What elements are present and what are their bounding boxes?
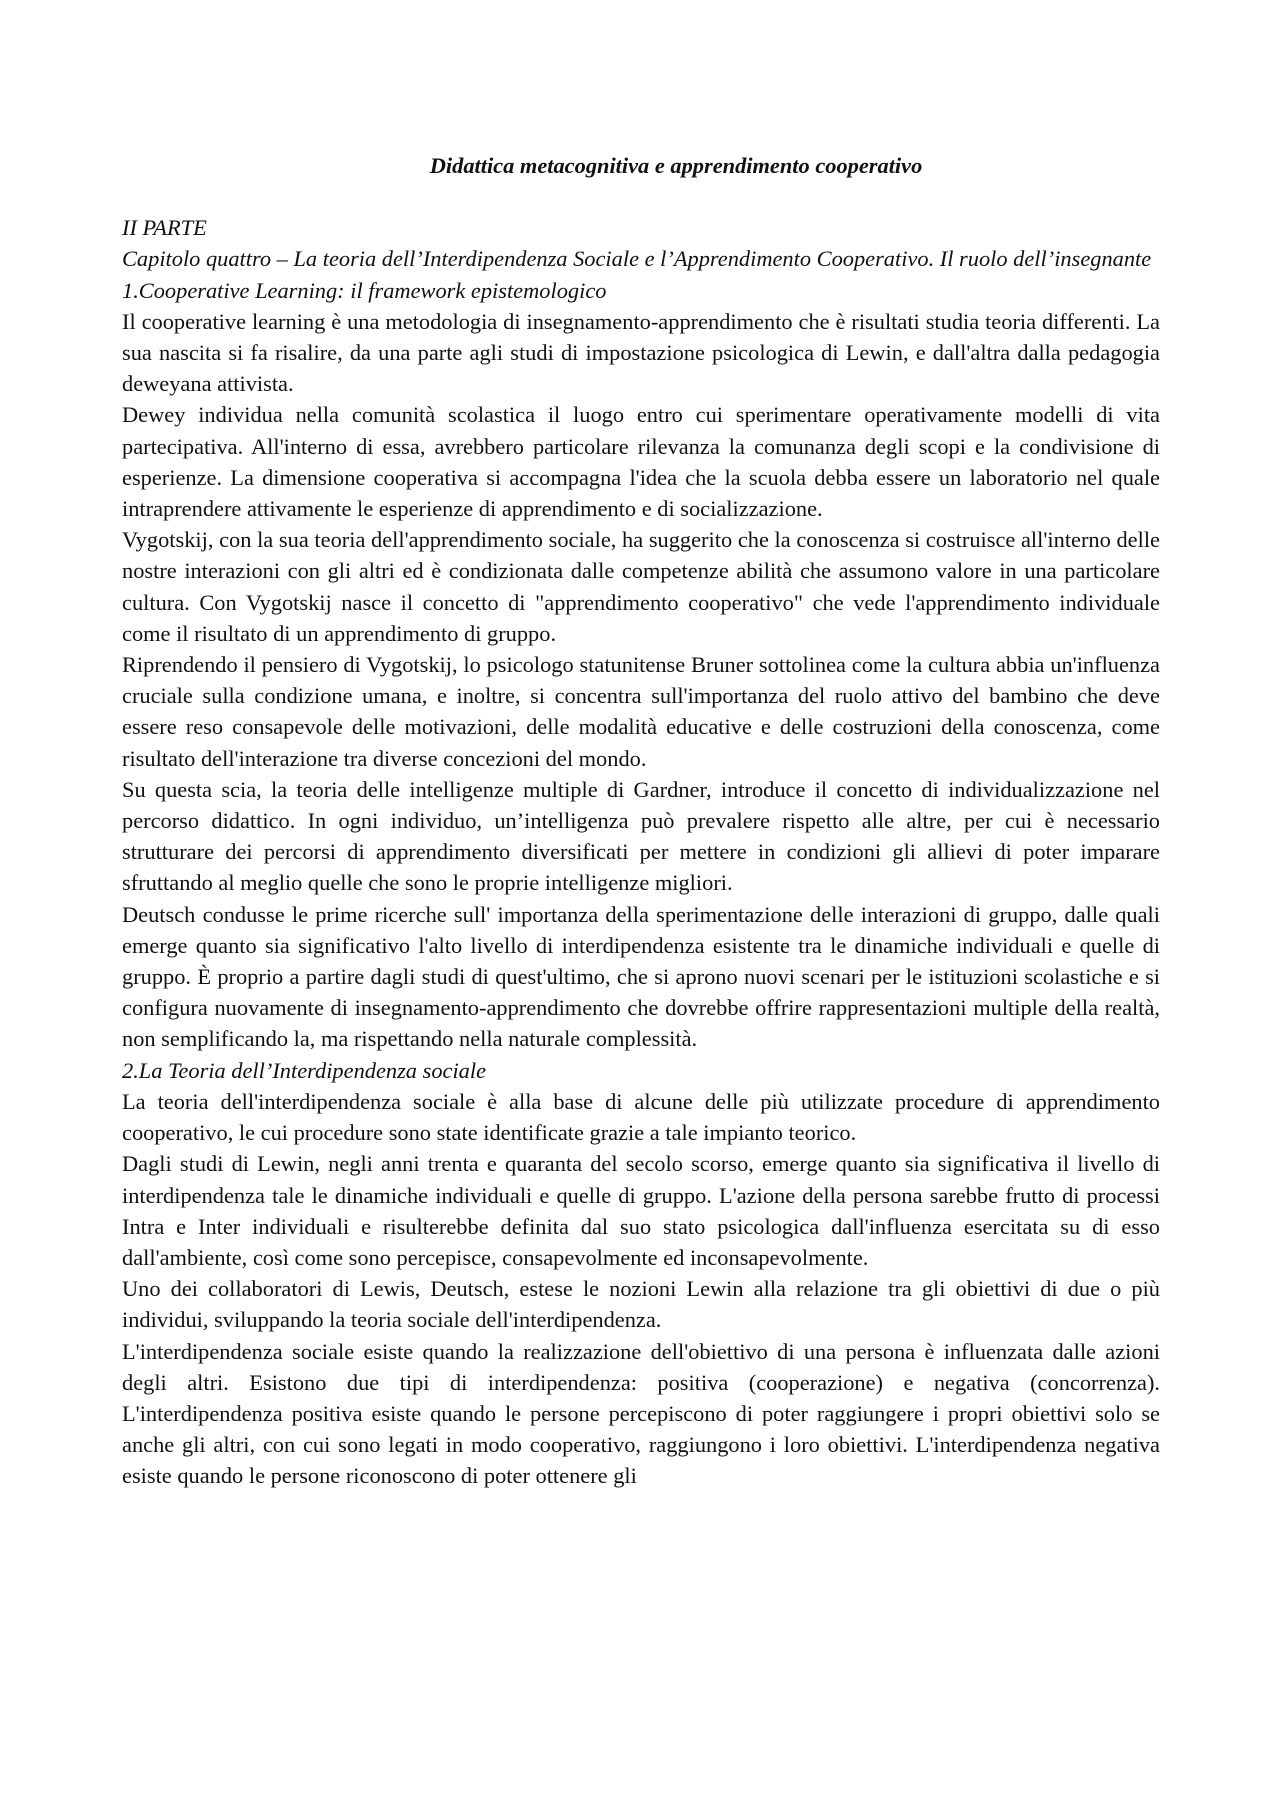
- paragraph: L'interdipendenza sociale esiste quando la realizzazione dell'obiettivo di una persona è influenzata dalle azioni degli altri. Esistono due tipi di interdipendenza: positiva (cooperazione) e negativa (concorrenza). L'interdipendenza positiva esiste quando le persone percepiscono di poter raggiungere i propri obiettivi solo se anche gli altri, con cui sono legati in modo cooperativo, raggiungono i loro obiettivi. L'interdipendenza negativa esiste quando le persone riconoscono di poter ottenere gli: [122, 1338, 1160, 1489]
- paragraph: Riprendendo il pensiero di Vygotskij, lo psicologo statunitense Bruner sottolinea come la cultura abbia un'influenza cruciale sulla condizione umana, e inoltre, si concentra sull'importanza del ruolo attivo del bambino che deve essere reso consapevole delle motivazioni, delle modalità educative e delle costruzioni della conoscenza, come risultato dell'interazione tra diverse concezioni del mondo.: [122, 652, 1160, 771]
- paragraph: Uno dei collaboratori di Lewis, Deutsch, estese le nozioni Lewin alla relazione tra gli obiettivi di due o più individui, sviluppando la teoria sociale dell'interdipendenza.: [122, 1276, 1160, 1333]
- paragraph: Su questa scia, la teoria delle intelligenze multiple di Gardner, introduce il concetto di individualizzazione nel percorso didattico. In ogni individuo, un’intelligenza può prevalere rispetto alle altre, per cui è necessario strutturare dei percorsi di apprendimento diversificati per mettere in condizioni gli allievi di poter imparare sfruttando al meglio quelle che sono le proprie intelligenze migliori.: [122, 776, 1160, 896]
- paragraph: Dewey individua nella comunità scolastica il luogo entro cui sperimentare operativamente modelli di vita partecipativa. All'interno di essa, avrebbero particolare rilevanza la comunanza degli scopi e la condivisione di esperienze. La dimensione cooperativa si accompagna l'idea che la scuola debba essere un laboratorio nel quale intraprendere attivamente le esperienze di apprendimento e di socializzazione.: [122, 402, 1160, 522]
- section-2-heading: 2.La Teoria dell’Interdipendenza sociale: [122, 1057, 487, 1083]
- paragraph: Vygotskij, con la sua teoria dell'apprendimento sociale, ha suggerito che la conoscenza si costruisce all'interno delle nostre interazioni con gli altri ed è condizionata dalle competenze abilità che assumono valore in una particolare cultura. Con Vygotskij nasce il concetto di "apprendimento cooperativo" che vede l'apprendimento individuale come il risultato di un apprendimento di gruppo.: [122, 527, 1160, 646]
- paragraph: Il cooperative learning è una metodologia di insegnamento-apprendimento che è risultati studia teoria differenti. La sua nascita si fa risalire, da una parte agli studi di impostazione psicologica di Lewin, e dall'altra dalla pedagogia deweyana attivista.: [122, 308, 1160, 397]
- section-1-heading: 1.Cooperative Learning: il framework epistemologico: [122, 277, 607, 303]
- paragraph: Dagli studi di Lewin, negli anni trenta e quaranta del secolo scorso, emerge quanto sia significativa il livello di interdipendenza tale le dinamiche individuali e quelle di gruppo. L'azione della persona sarebbe frutto di processi Intra e Inter individuali e risulterebbe definita dal suo stato psicologica dall'influenza esercitata su di esso dall'ambiente, così come sono percepisce, consapevolmente ed inconsapevolmente.: [122, 1151, 1160, 1270]
- document-title: Didattica metacognitiva e apprendimento cooperativo: [429, 153, 923, 178]
- paragraph: Deutsch condusse le prime ricerche sull' importanza della sperimentazione delle interazioni di gruppo, dalle quali emerge quanto sia significativo l'alto livello di interdipendenza esistente tra le dinamiche individuali e quelle di gruppo. È proprio a partire dagli studi di quest'ultimo, che si aprono nuovi scenari per le istituzioni scolastiche e si configura nuovamente di insegnamento-apprendimento che dovrebbe offrire rappresentazioni multiple della realtà, non semplificando la, ma rispettando nella naturale complessità.: [122, 901, 1160, 1052]
- chapter-heading: Capitolo quattro – La teoria dell’Interdipendenza Sociale e l’Apprendimento Cooperativo. Il ruolo dell’insegnante: [122, 246, 1152, 272]
- part-heading: II PARTE: [122, 215, 207, 241]
- document-page: [122, 150, 1160, 1492]
- paragraph: La teoria dell'interdipendenza sociale è alla base di alcune delle più utilizzate procedure di apprendimento cooperativo, le cui procedure sono state identificate grazie a tale impianto teorico.: [122, 1088, 1160, 1146]
